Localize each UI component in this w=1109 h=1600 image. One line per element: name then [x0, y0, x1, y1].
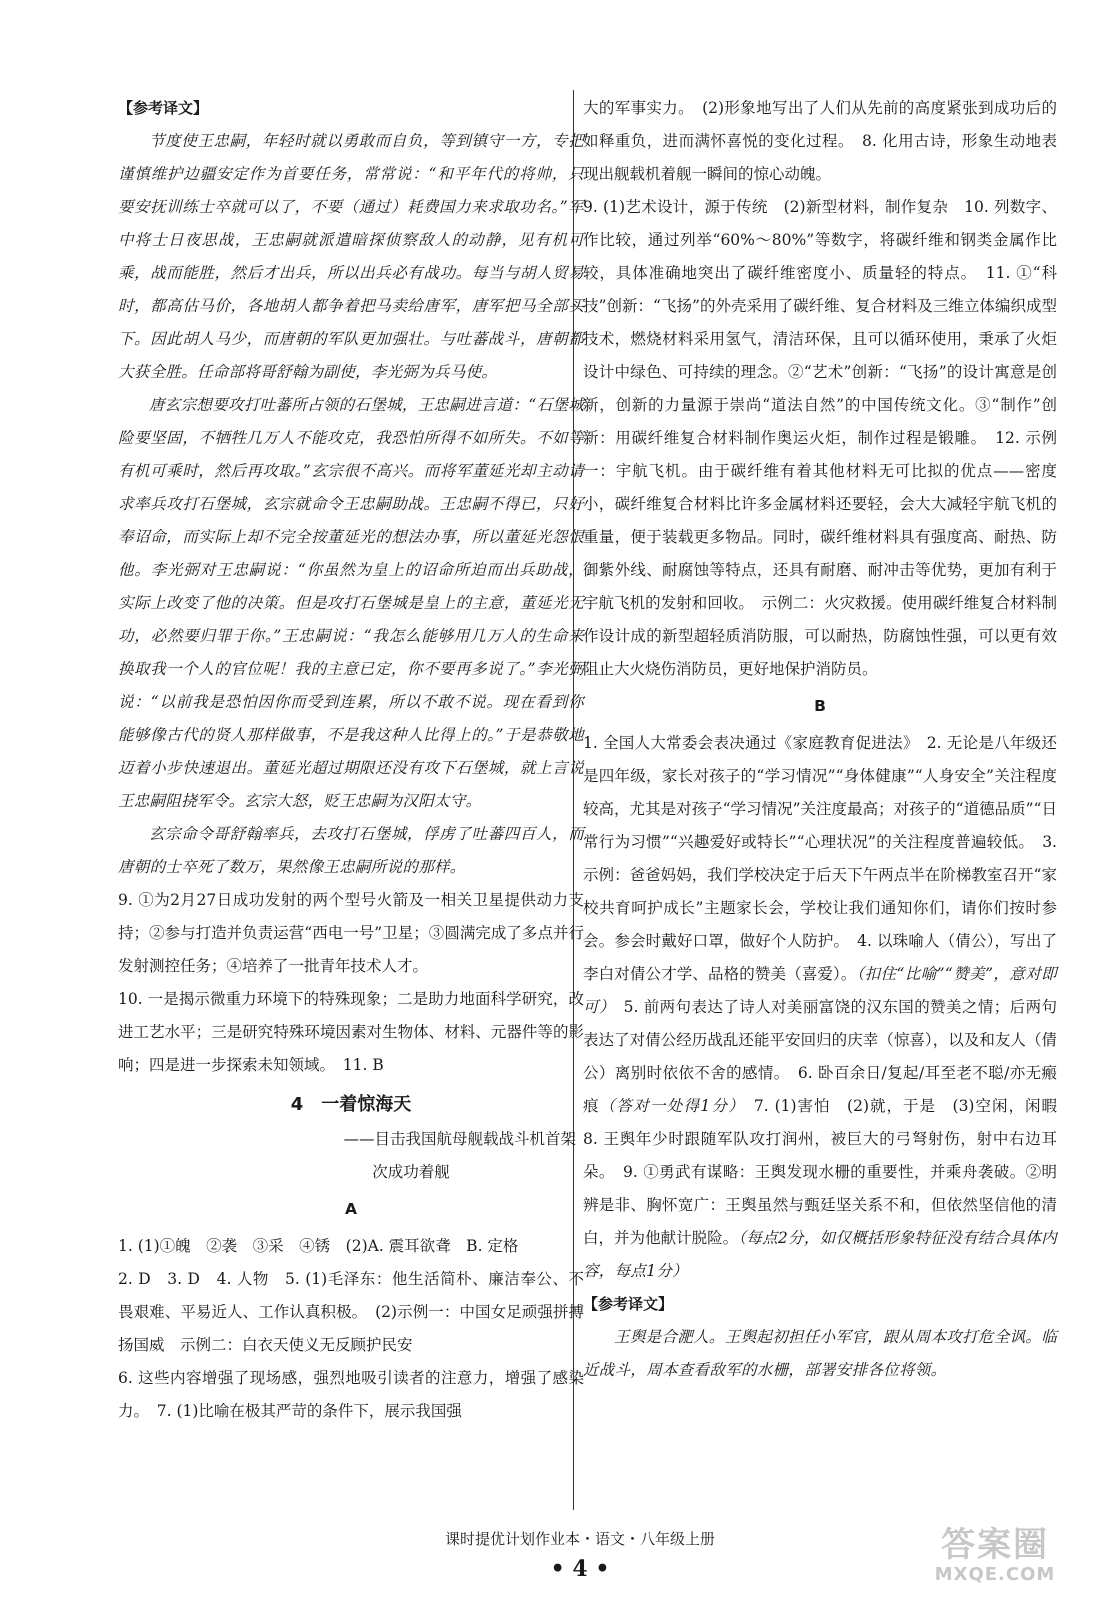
translation-paragraph: 节度使王忠嗣，年轻时就以勇敢而自负，等到镇守一方，专把谨慎维护边疆安定作为首要任务，常常说：“和平年代的将帅，只要安抚训练士卒就可以了，不要（通过）耗费国力来求取功名。”军中将士日夜思战，王忠嗣就派遣暗探侦察敌人的动静，见有机可乘，战而能胜，然后才出兵，所以出兵必有战功。每当与胡人贸易时，都高估马价，各地胡人都争着把马卖给唐军，唐军把马全部买下。因此胡人马少，而唐朝的军队更加强壮。与吐蕃战斗，唐朝都大获全胜。任命部将哥舒翰为副使，李光弼为兵马使。 — [118, 132, 584, 381]
watermark-logo — [920, 1525, 1070, 1595]
answer-text: 5. 前两句表达了诗人对美丽富饶的汉东国的赞美之情；后两句表达了对倩公经历战乱还能平安回归的庆幸（惊喜），以及和友人（倩公）离别时依依不舍的感情。 6. 卧百余日/复起/耳至老不聪/亦无瘢痕 — [583, 998, 1058, 1115]
answer-item: 1. (1)①魄 ②袭 ③采 ④锈 (2)A. 震耳欲聋 B. 定格 — [118, 1237, 519, 1255]
answer-q9-12: 9. (1)艺术设计，源于传统 (2)新型材料，制作复杂 10. 列数字、作比较，通过列举“60%～80%”等数字，将碳纤维和钢类金属作比较，具体准确地突出了碳纤维密度小、质量轻的特点。 11. ①“科技”创新：“飞扬”的外壳采用了碳纤维、复合材料及三维立体编织成型技术，燃烧材料采用氢气，清洁环保，且可以循环使用，秉承了火炬设计中绿色、可持续的理念。②“艺术”创新：“飞扬”的设计寓意是创新，创新的力量源于崇尚“道法自然”的中国传统文化。③“制作”创新：用碳纤维复合材料制作奥运火炬，制作过程是锻雕。 12. 示例一：宇航飞机。由于碳纤维有着其他材料无可比拟的优点——密度小，碳纤维复合材料比许多金属材料还要轻，会大大减轻宇航飞机的重量，便于装载更多物品。同时，碳纤维材料具有强度高、耐热、防御紫外线、耐腐蚀等特点，还具有耐磨、耐冲击等优势，更加有利于宇航飞机的发射和回收。 示例二：火灾救援。使用碳纤维复合材料制作设计成的新型超轻质消防服，可以耐热，防腐蚀性强，可以更有效阻止大火烧伤消防员，更好地保护消防员。 — [583, 198, 1057, 678]
answer-item: 2. D 3. D 4. 人物 5. (1)毛泽东：他生活简朴、廉洁奉公、不畏艰难、平易近人、工作认真积极。 (2)示例一：中国女足顽强拼搏扬国威 示例二：白衣天使义无反顾护民安 — [118, 1270, 584, 1354]
translation-paragraph: 唐玄宗想要攻打吐蕃所占领的石堡城，王忠嗣进言道：“石堡城险要坚固，不牺牲几万人不能攻克，我恐怕所得不如所失。不如等有机可乘时，然后再攻取。”玄宗很不高兴。而将军董延光却主动请求率兵攻打石堡城，玄宗就命令王忠嗣助战。王忠嗣不得已，只好奉诏命，而实际上却不完全按董延光的想法办事，所以董延光怨恨他。李光弼对王忠嗣说：“你虽然为皇上的诏命所迫而出兵助战，实际上改变了他的决策。但是攻打石堡城是皇上的主意，董延光无功，必然要归罪于你。”王忠嗣说：“我怎么能够用几万人的生命来换取我一个人的官位呢！我的主意已定，你不要再多说了。”李光弼说：“以前我是恐怕因你而受到连累，所以不敢不说。现在看到你能够像古代的贤人那样做事，不是我这种人比得上的。”于是恭敬地迈着小步快速退出。董延光超过期限还没有攻下石堡城，就上言说王忠嗣阻挠军令。玄宗大怒，贬王忠嗣为汉阳太守。 — [118, 396, 584, 810]
ref-heading-right: 【参考译文】 — [583, 1295, 674, 1313]
watermark-url: MXQE.COM — [934, 1564, 1056, 1585]
answer-text: 1. 全国人大常委会表决通过《家庭教育促进法》 2. 无论是八年级还是四年级，家长对孩子的“学习情况”“身体健康”“人身安全”关注程度较高，尤其是对孩子“学习情况”关注度最高；对孩子的“道德品质”“日常行为习惯”“兴趣爱好或特长”“心理状况”的关注程度普遍较低。 3. 示例：爸爸妈妈，我们学校决定于后天下午两点半在阶梯教室召开“家校共育呵护成长”主题家长会，学校让我们通知你们，请你们按时参会。参会时戴好口罩，做好个人防护。 4. 以珠喻人（倩公），写出了李白对倩公才学、品格的赞美（喜爱）。 — [583, 734, 1057, 983]
answer-q9: 9. ①为2月27日成功发射的两个型号火箭及一相关卫星提供动力支持；②参与打造并负责运营“西电一号”卫星；③圆满完成了多点并行发射测控任务；④培养了一批青年技术人才。 — [118, 891, 584, 975]
lesson-subtitle-cont: 次成功着舰 — [372, 1163, 450, 1181]
lesson-subtitle: ——目击我国航母舰载战斗机首架 — [343, 1130, 576, 1148]
answer-text: 7. (1)害怕 (2)就，于是 (3)空闲，闲暇 8. 王舆年少时跟随军队攻打润州，被巨大的弓弩射伤，射中右边耳朵。 9. ①勇武有谋略：王舆发现水栅的重要性，并乘舟袭破。②明辨是非、胸怀宽广：王舆虽然与甄廷坚关系不和，但依然坚信他的清白，并为他献计脱险。 — [583, 1097, 1073, 1247]
section-a-heading: A — [345, 1200, 357, 1218]
scoring-note: （答对一处得1分） — [599, 1097, 738, 1115]
scoring-note: （扣住“比喻”“赞美”，意对即可） — [583, 965, 1057, 1016]
left-column — [118, 92, 584, 1428]
section-b-heading: B — [814, 697, 826, 715]
section-b-answers — [583, 727, 1073, 1288]
translation-paragraph-right: 王舆是合淝人。王舆起初担任小军官，跟从周本攻打危全讽。临近战斗，周本查看敌军的水栅，部署安排各位将领。 — [583, 1328, 1057, 1379]
page-number: • 4 • — [550, 1556, 610, 1582]
scoring-note: （每点2分，如仅概括形象特征没有结合具体内容，每点1分） — [583, 1229, 1057, 1280]
ref-heading: 【参考译文】 — [118, 99, 209, 117]
watermark-text: 答案圈 — [941, 1525, 1049, 1565]
answer-item: 6. 这些内容增强了现场感，强烈地吸引读者的注意力，增强了感染力。 7. (1)比喻在极其严苛的条件下，展示我国强 — [118, 1369, 584, 1420]
translation-paragraph: 玄宗命令哥舒翰率兵，去攻打石堡城，俘虏了吐蕃四百人，而唐朝的士卒死了数万，果然像王忠嗣所说的那样。 — [118, 825, 584, 876]
answer-q10: 10. 一是揭示微重力环境下的特殊现象；二是助力地面科学研究，改进工艺水平；三是研究特殊环境因素对生物体、材料、元器件等的影响；四是进一步探索未知领域。 11. B — [118, 990, 584, 1074]
book-title-footer: 课时提优计划作业本・语文・八年级上册 — [444, 1530, 715, 1548]
lesson-title: 4 一着惊海天 — [290, 1094, 412, 1115]
right-column — [583, 92, 1073, 1387]
answer-continuation: 大的军事实力。 (2)形象地写出了人们从先前的高度紧张到成功后的如释重负，进而满怀喜悦的变化过程。 8. 化用古诗，形象生动地表现出舰载机着舰一瞬间的惊心动魄。 — [583, 99, 1057, 183]
